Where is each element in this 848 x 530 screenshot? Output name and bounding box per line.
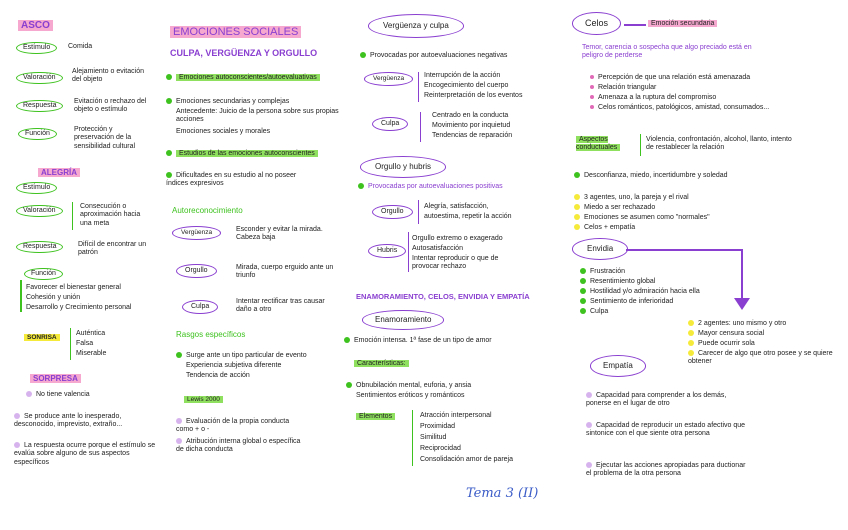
orgullo-label: Orgullo bbox=[372, 205, 413, 219]
envidia-item-3: Sentimiento de inferioridad bbox=[580, 298, 673, 306]
asco-estimulo-label: Estímulo bbox=[16, 42, 57, 54]
enamoramiento-title: Enamoramiento bbox=[362, 310, 444, 330]
verguenza-culpa-title: Vergüenza y culpa bbox=[368, 14, 464, 38]
orgullo-hubris-subtitle: Provocadas por autoevaluaciones positivas bbox=[358, 183, 503, 191]
alegria-funcion-item-2: Desarrollo y Crecimiento personal bbox=[26, 304, 132, 311]
empatia-title: Empatía bbox=[590, 355, 646, 377]
celos-tag: Emoción secundaria bbox=[648, 20, 717, 28]
asco-section bbox=[18, 20, 53, 32]
sonrisa-item-1: Falsa bbox=[76, 340, 94, 347]
hubris-item-1: Autosatisfacción bbox=[412, 245, 463, 252]
sorpresa-title: SORPRESA bbox=[30, 374, 81, 384]
asco-valoracion-label: Valoración bbox=[16, 72, 63, 84]
alegria-respuesta-text: Difícil de encontrar un patrón bbox=[78, 241, 147, 257]
alegria-respuesta-label: Respuesta bbox=[16, 241, 63, 253]
autoreco-verguenza-text: Esconder y evitar la mirada. Cabeza baja bbox=[236, 226, 323, 242]
autoreco-culpa-label: Culpa bbox=[182, 300, 218, 314]
aspectos-text: Violencia, confrontación, alcohol, llanto, intento de restablecer la relación bbox=[646, 136, 792, 152]
verguenza-label: Vergüenza bbox=[364, 72, 413, 86]
autoreco-orgullo-label: Orgullo bbox=[176, 264, 217, 278]
verguenza-item-1: Encogecimiento del cuerpo bbox=[424, 82, 509, 89]
envidia-yellow-0: 2 agentes: uno mismo y otro bbox=[688, 320, 786, 328]
elem-item-1: Proximidad bbox=[420, 423, 456, 430]
auto-item-2: Emociones sociales y morales bbox=[176, 128, 271, 135]
autoreco-culpa-text: Intentar rectificar tras causar daño a otro bbox=[236, 298, 325, 314]
enamoramiento-def: Emoción intensa. 1ª fase de un tipo de amor bbox=[344, 337, 492, 345]
culpa-item-2: Tendencias de reparación bbox=[432, 132, 513, 139]
alegria-funcion-item-0: Favorecer el bienestar general bbox=[26, 284, 121, 291]
celos-yellow-1: Miedo a ser rechazado bbox=[574, 204, 655, 212]
envidia-yellow-1: Mayor censura social bbox=[688, 330, 764, 338]
autoreco-heading: Autoreconocimiento bbox=[172, 206, 243, 215]
empatia-item-2: Ejecutar las acciones apropiadas para ductionar el problema de la otra persona bbox=[586, 462, 746, 478]
estudios-text: Dificultades en su estudio al no poseer índices expresivos bbox=[166, 172, 297, 188]
desconfianza-text: Desconfianza, miedo, incertidumbre y soledad bbox=[574, 172, 728, 180]
envidia-yellow-3: Carecer de algo que otro posee y se quiere obtener bbox=[688, 350, 833, 366]
asco-funcion-text: Protección y preservación de la sensibilidad cultural bbox=[74, 126, 136, 150]
envidia-title: Envidia bbox=[572, 238, 628, 260]
elem-item-3: Reciprocidad bbox=[420, 445, 461, 452]
empatia-item-1: Capacidad de reproducir un estado afectivo que sintonice con el que siente otra persona bbox=[586, 422, 746, 438]
elem-item-4: Consolidación amor de pareja bbox=[420, 456, 513, 463]
estudios-heading: Estudios de las emociones autoconscientes bbox=[166, 150, 318, 158]
verguenza-culpa-subtitle: Provocadas por autoevaluaciones negativas bbox=[360, 52, 507, 60]
arrow-down-icon bbox=[734, 298, 750, 310]
envidia-item-4: Culpa bbox=[580, 308, 608, 316]
celos-def: Temor, carencia o sospecha que algo preciado está en peligro de perderse bbox=[582, 44, 752, 60]
celos-title: Celos bbox=[572, 12, 621, 35]
celos-item-0: Percepción de que una relación está amenazada bbox=[590, 74, 750, 82]
alegria-estimulo-label: Estímulo bbox=[16, 182, 57, 194]
alegria-title: ALEGRÍA bbox=[38, 168, 80, 178]
asco-estimulo-text: Comida bbox=[68, 43, 93, 50]
rasgos-item-0: Surge ante un tipo particular de evento bbox=[176, 352, 307, 360]
celos-yellow-2: Emociones se asumen como "normales" bbox=[574, 214, 710, 222]
asco-valoracion-text: Alejamiento o evitación del objeto bbox=[72, 68, 144, 84]
autoconscientes-heading: Emociones autoconscientes/autoevaluativas bbox=[166, 74, 320, 82]
asco-respuesta-label: Respuesta bbox=[16, 100, 63, 112]
orgullo-hubris-title: Orgullo y hubris bbox=[360, 156, 446, 178]
orgullo-item-0: Alegría, satisfacción, bbox=[424, 203, 489, 210]
alegria-valoracion-text: Consecución o aproximación hacia una meta bbox=[80, 203, 141, 227]
emociones-subtitle: CULPA, VERGÜENZA Y ORGULLO bbox=[170, 48, 318, 58]
culpa-item-0: Centrado en la conducta bbox=[432, 112, 509, 119]
verguenza-item-0: Interrupción de la acción bbox=[424, 72, 501, 79]
sorpresa-subtitle: No tiene valencia bbox=[26, 391, 90, 399]
caracteristicas-heading: Características: bbox=[354, 360, 409, 368]
elementos-heading: Elementos bbox=[356, 413, 395, 421]
envidia-yellow-2: Puede ocurrir sola bbox=[688, 340, 755, 348]
celos-item-1: Relación triangular bbox=[590, 84, 656, 92]
envidia-item-1: Resentimiento global bbox=[580, 278, 655, 286]
rasgos-heading: Rasgos específicos bbox=[176, 330, 246, 339]
envidia-item-0: Frustración bbox=[580, 268, 625, 276]
car-item-0: Obnubilación mental, euforia, y ansia bbox=[346, 382, 471, 390]
auto-item-1: Antecedente: Juicio de la persona sobre sus propias acciones bbox=[176, 108, 339, 124]
asco-title: ASCO bbox=[18, 20, 53, 31]
elem-item-0: Atracción interpersonal bbox=[420, 412, 492, 419]
alegria-funcion-label: Función bbox=[24, 268, 63, 280]
aspectos-heading: Aspectos conductuales bbox=[576, 136, 640, 153]
elem-item-2: Similitud bbox=[420, 434, 447, 441]
celos-yellow-3: Celos + empatía bbox=[574, 224, 635, 232]
empatia-item-0: Capacidad para comprender a los demás, ponerse en el lugar de otro bbox=[586, 392, 727, 408]
asco-respuesta-text: Evitación o rechazo del objeto o estímulo bbox=[74, 98, 147, 114]
hubris-item-2: Intentar reproducir o que de provocar rechazo bbox=[412, 255, 499, 271]
enamoramiento-heading: ENAMORAMIENTO, CELOS, ENVIDIA Y EMPATÍA bbox=[356, 292, 530, 301]
celos-item-3: Celos románticos, patológicos, amistad, consumados... bbox=[590, 104, 770, 112]
celos-item-2: Amenaza a la ruptura del compromiso bbox=[590, 94, 716, 102]
culpa-label: Culpa bbox=[372, 117, 408, 131]
emociones-title: EMOCIONES SOCIALES bbox=[170, 26, 301, 39]
autoreco-verguenza-label: Vergüenza bbox=[172, 226, 221, 240]
culpa-item-1: Movimiento por inquietud bbox=[432, 122, 511, 129]
alegria-funcion-item-1: Cohesión y unión bbox=[26, 294, 81, 301]
sonrisa-item-2: Miserable bbox=[76, 350, 107, 357]
autoreco-orgullo-text: Mirada, cuerpo erguido ante un triunfo bbox=[236, 264, 334, 280]
sonrisa-item-0: Auténtica bbox=[76, 330, 106, 337]
celos-yellow-0: 3 agentes, uno, la pareja y el rival bbox=[574, 194, 689, 202]
asco-funcion-label: Función bbox=[18, 128, 57, 140]
hubris-label: Hubris bbox=[368, 244, 406, 258]
alegria-valoracion-label: Valoración bbox=[16, 205, 63, 217]
lewis-tag: Lewis 2000 bbox=[184, 396, 223, 404]
auto-item-0: Emociones secundarias y complejas bbox=[166, 98, 289, 106]
car-item-1: Sentimientos eróticos y románticos bbox=[356, 392, 465, 399]
lewis-item-1: Atribución interna global o específica de dicha conducta bbox=[176, 438, 301, 454]
verguenza-item-2: Reinterpretación de los eventos bbox=[424, 92, 523, 99]
sorpresa-item-0: Se produce ante lo inesperado, desconocido, imprevisto, extraño... bbox=[14, 413, 123, 429]
sonrisa-label: SONRISA bbox=[24, 334, 60, 342]
rasgos-item-2: Tendencia de acción bbox=[186, 372, 250, 379]
envidia-item-2: Hostilidad y/o admiración hacia ella bbox=[580, 288, 700, 296]
rasgos-item-1: Experiencia subjetiva diferente bbox=[186, 362, 282, 369]
lewis-item-0: Evaluación de la propia conducta como + o - bbox=[176, 418, 290, 434]
orgullo-item-1: autoestima, repetir la acción bbox=[424, 213, 512, 220]
hubris-item-0: Orgullo extremo o exagerado bbox=[412, 235, 503, 242]
sorpresa-item-1: La respuesta ocurre porque el estímulo se evalúa sobre alguno de sus aspectos específicos bbox=[14, 442, 156, 466]
footer-tema: Tema 3 (II) bbox=[466, 486, 539, 501]
